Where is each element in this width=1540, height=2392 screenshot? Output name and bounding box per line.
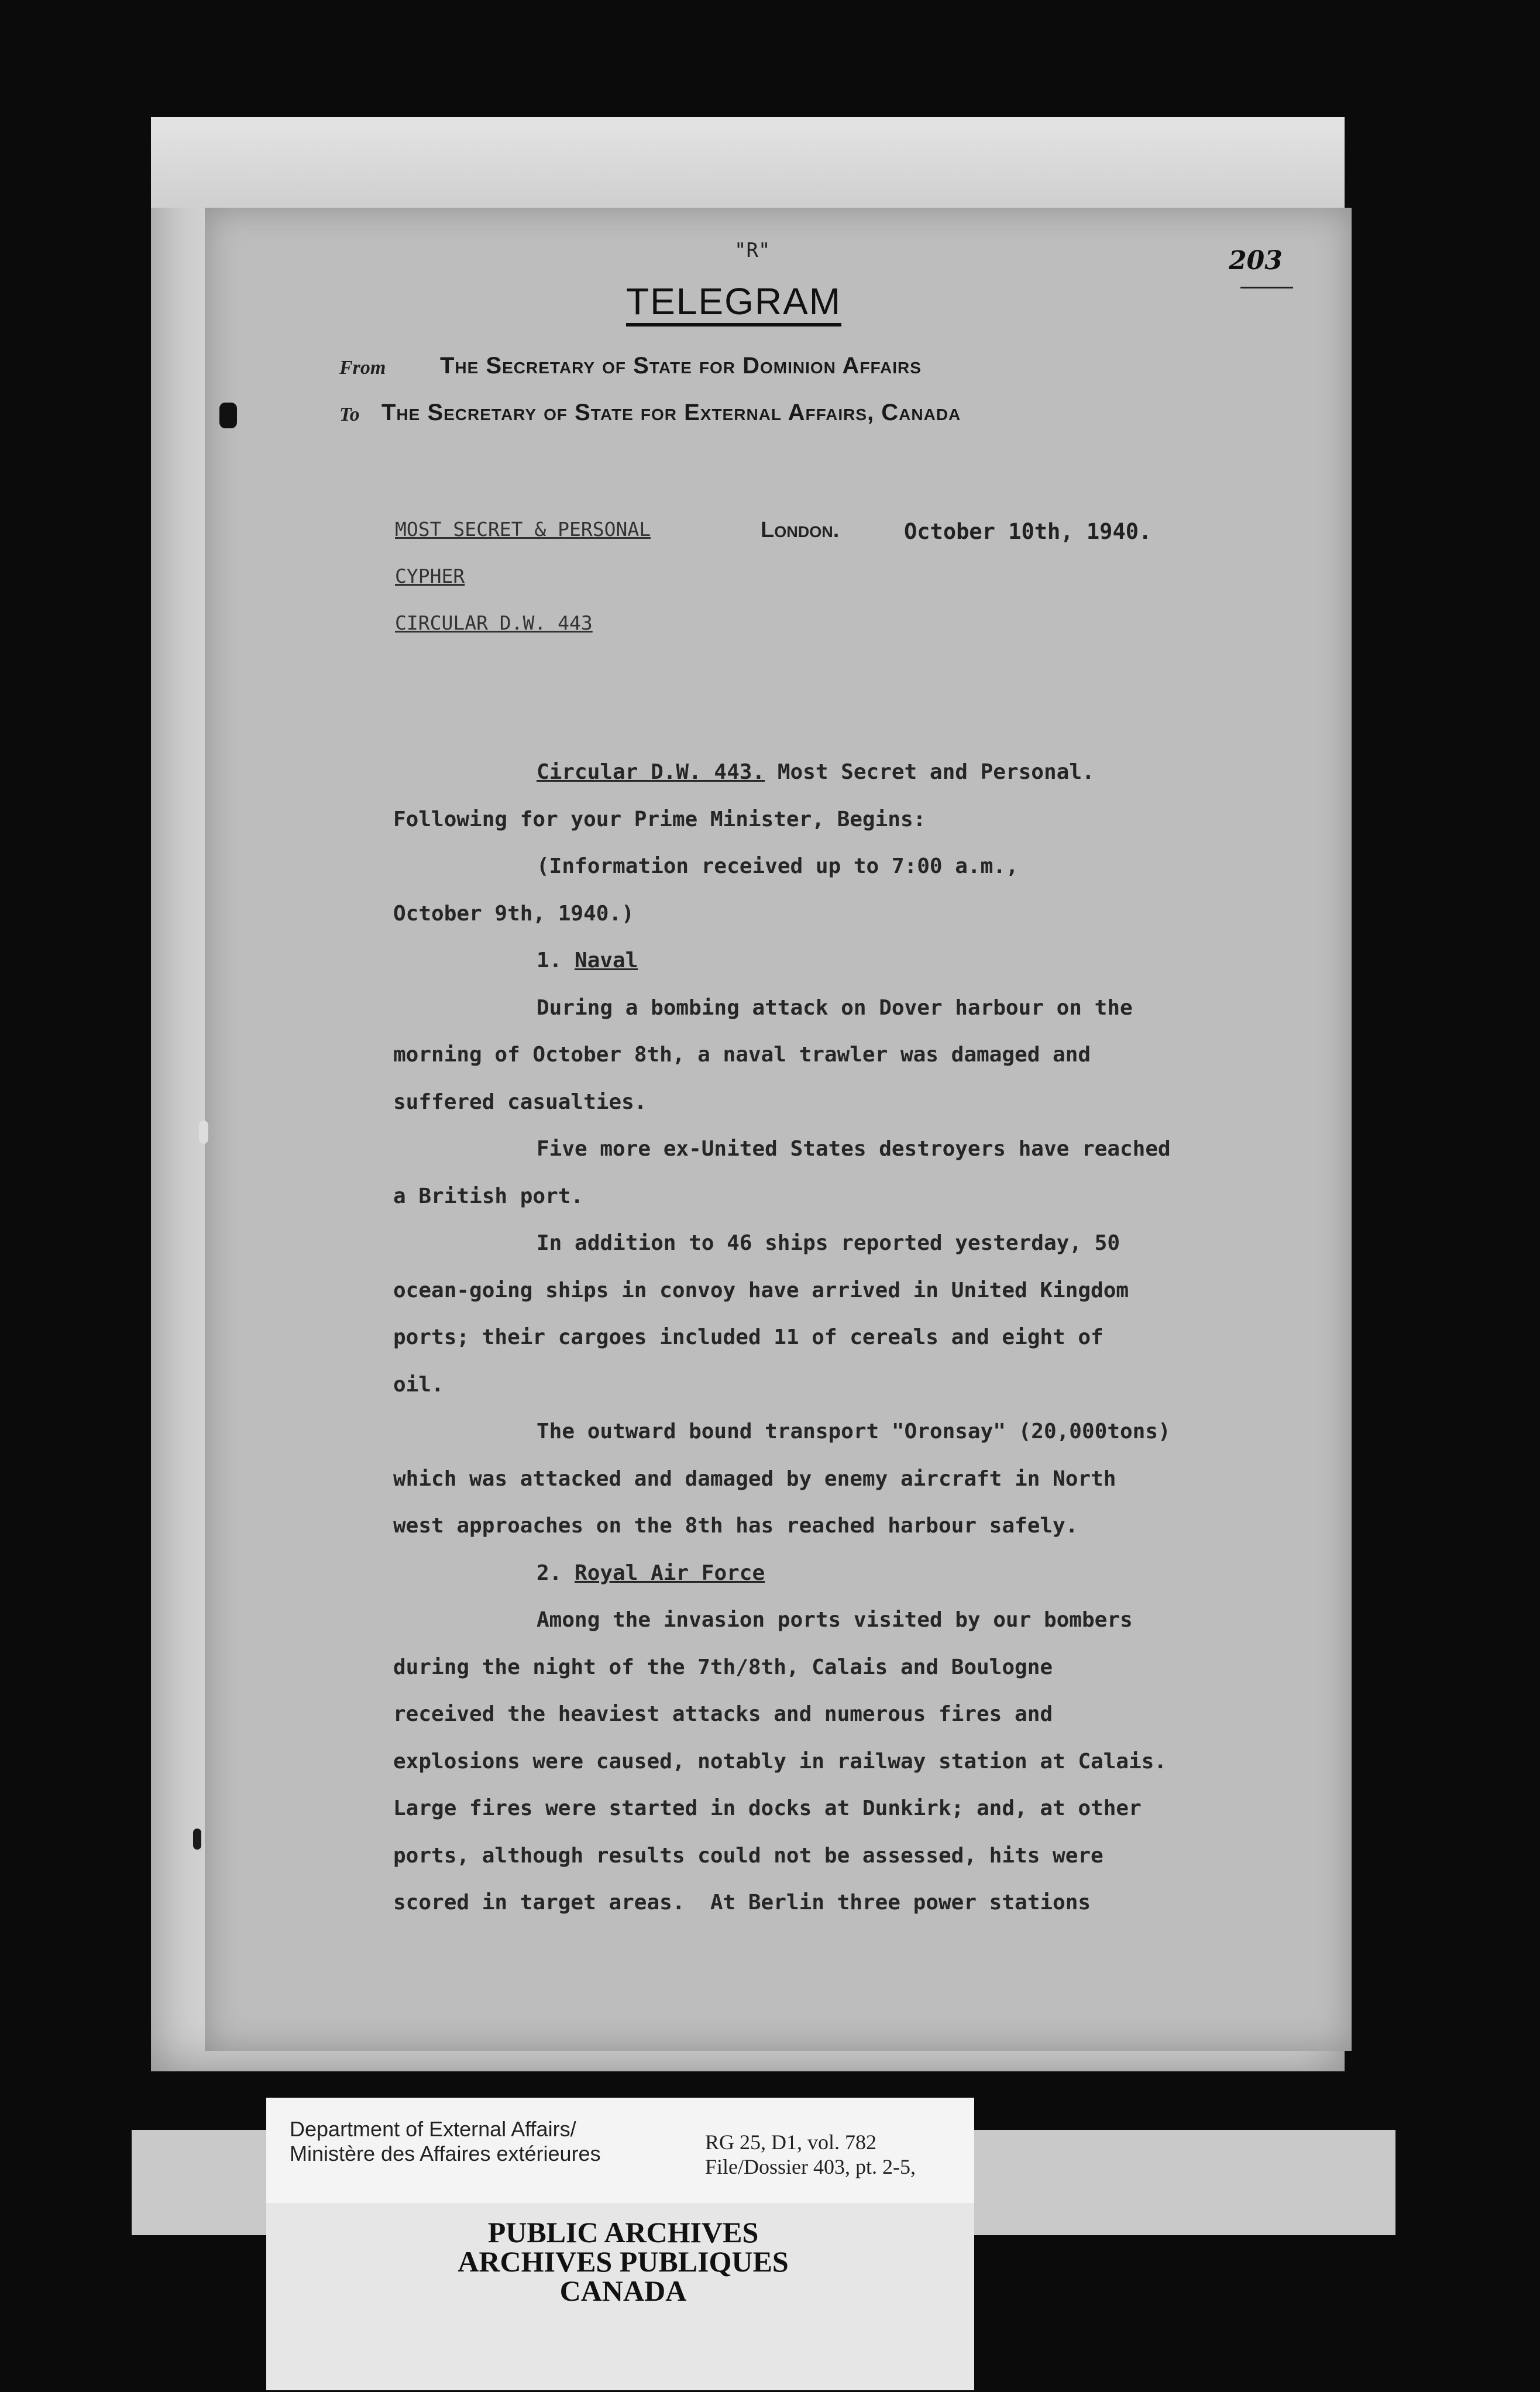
circular-number: CIRCULAR D.W. 443 <box>395 611 593 634</box>
body-line: oil. <box>393 1372 444 1397</box>
body-line: scored in target areas. At Berlin three power stations <box>393 1891 1091 1915</box>
punch-hole <box>219 403 237 428</box>
body-line: morning of October 8th, a naval trawler was damaged and <box>393 1043 1091 1067</box>
telegram-body <box>393 749 1271 1927</box>
punch-hole <box>193 1829 201 1850</box>
to-label: To <box>339 404 360 425</box>
body-line: In addition to 46 ships reported yesterday, 50 <box>537 1231 1120 1255</box>
body-line: During a bombing attack on Dover harbour on the <box>537 995 1133 1020</box>
body-line: Following for your Prime Minister, Begins: <box>393 807 926 831</box>
body-line: Circular D.W. 443. Most Secret and Personal. <box>537 760 1095 784</box>
punch-hole <box>199 1121 208 1144</box>
telegram-title: TELEGRAM <box>626 280 841 327</box>
body-line: suffered casualties. <box>393 1090 647 1114</box>
body-line: ocean-going ships in convoy have arrived in United Kingdom <box>393 1278 1129 1302</box>
body-line: ports; their cargoes included 11 of cereals and eight of <box>393 1325 1104 1349</box>
from-label: From <box>339 357 386 379</box>
body-line: The outward bound transport "Oronsay" (20,000tons) <box>537 1420 1171 1444</box>
body-line: (Information received up to 7:00 a.m., <box>537 854 1019 878</box>
body-line: a British port. <box>393 1184 584 1208</box>
archive-country: CANADA <box>559 2274 687 2307</box>
body-line: received the heaviest attacks and numerous fires and <box>393 1702 1053 1726</box>
cypher-mark: CYPHER <box>395 565 465 587</box>
file-reference: File/Dossier 403, pt. 2-5, <box>705 2155 916 2178</box>
department-en: Department of External Affairs/ <box>290 2117 576 2141</box>
department-fr: Ministère des Affaires extérieures <box>290 2142 601 2166</box>
body-line: explosions were caused, notably in railway station at Calais. <box>393 1749 1167 1774</box>
recipient: The Secretary of State for External Affairs, Canada <box>381 400 961 425</box>
routing-mark: "R" <box>734 239 771 262</box>
body-line: during the night of the 7th/8th, Calais and Boulogne <box>393 1655 1053 1679</box>
body-line: ports, although results could not be assessed, hits were <box>393 1843 1104 1868</box>
place: London. <box>761 518 840 542</box>
record-group: RG 25, D1, vol. 782 <box>705 2130 877 2154</box>
body-line: Five more ex-United States destroyers have reached <box>537 1137 1171 1161</box>
archive-name-fr: ARCHIVES PUBLIQUES <box>458 2245 789 2278</box>
body-line: Among the invasion ports visited by our bombers <box>537 1608 1133 1632</box>
section-heading-raf: 2. Royal Air Force <box>537 1561 765 1585</box>
classification: MOST SECRET & PERSONAL <box>395 518 651 541</box>
circular-ref: Circular D.W. 443. <box>537 760 765 784</box>
body-line: west approaches on the 8th has reached harbour safely. <box>393 1514 1078 1538</box>
body-line: Large fires were started in docks at Dunkirk; and, at other <box>393 1796 1142 1820</box>
page-top-edge <box>151 117 1345 208</box>
sender: The Secretary of State for Dominion Affairs <box>440 353 922 379</box>
body-line: October 9th, 1940.) <box>393 901 634 926</box>
folio-number: 203 <box>1229 246 1283 276</box>
body-line: which was attacked and damaged by enemy aircraft in North <box>393 1466 1116 1491</box>
date: October 10th, 1940. <box>904 519 1152 544</box>
folio-underline <box>1240 287 1293 288</box>
section-heading-naval: 1. Naval <box>537 948 638 972</box>
archive-name-en: PUBLIC ARCHIVES <box>487 2216 759 2249</box>
